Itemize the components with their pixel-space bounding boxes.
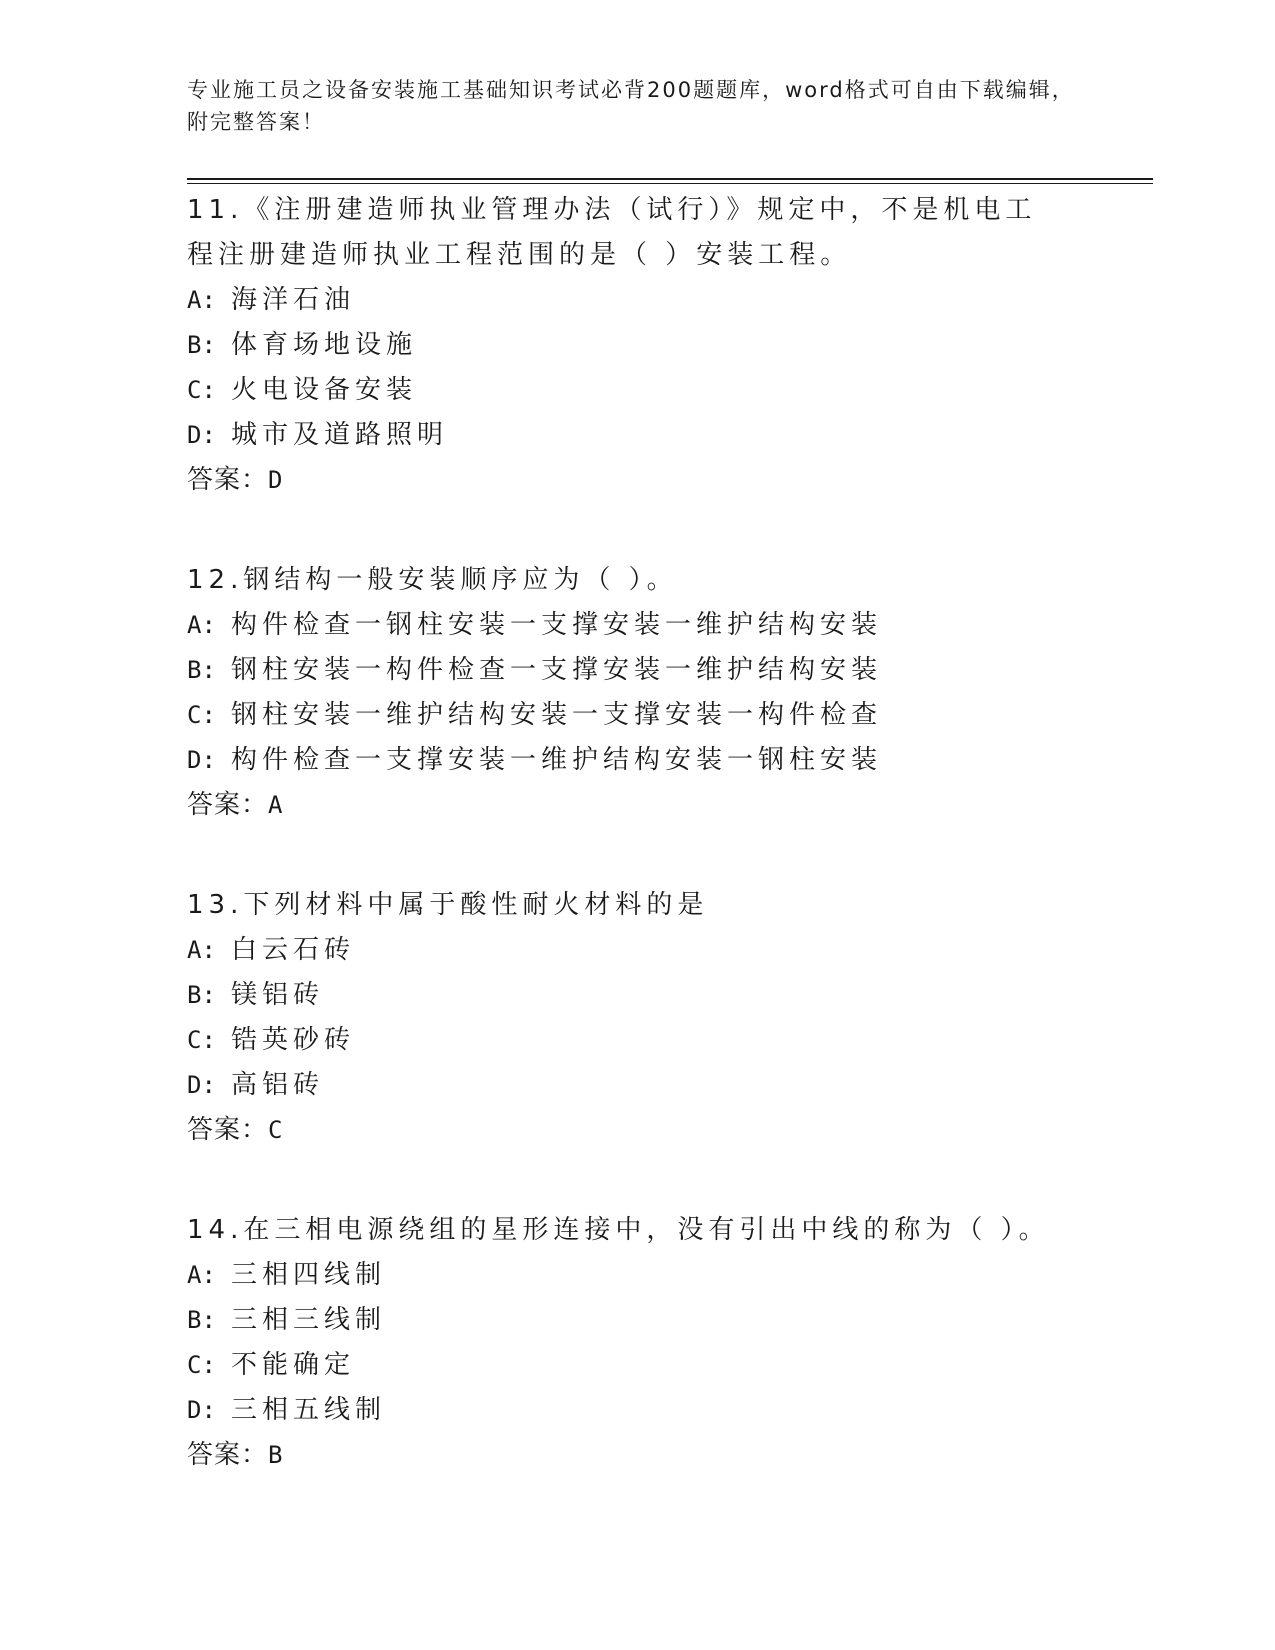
option-text: 钢柱安装一维护结构安装一支撑安装一构件检查 [231,700,883,730]
option-d [187,1388,1147,1433]
option-text: 三相三线制 [231,1305,387,1335]
document-header: 专业施工员之设备安装施工基础知识考试必背200题题库，word格式可自由下载编辑，附完整答案！ [187,78,1075,134]
option-a [187,278,1147,323]
answer-value: B [268,1441,284,1469]
option-letter: A: [187,1261,216,1289]
answer-line [187,458,1147,503]
option-letter: A: [187,286,216,314]
option-b [187,323,1147,368]
option-letter: D: [187,746,216,774]
option-c [187,1343,1147,1388]
option-letter: B: [187,981,216,1009]
answer-line [187,1433,1147,1478]
option-letter: D: [187,1396,216,1424]
option-letter: C: [187,1026,216,1054]
option-text: 三相五线制 [231,1395,387,1425]
option-text: 体育场地设施 [231,330,418,360]
answer-label: 答案： [187,465,269,495]
option-text: 构件检查一钢柱安装一支撑安装一维护结构安装 [231,610,883,640]
option-letter: B: [187,331,216,359]
option-text: 锆英砂砖 [231,1025,356,1055]
option-letter: B: [187,1306,216,1334]
answer-label: 答案： [187,790,269,820]
answer-line [187,783,1147,828]
option-letter: C: [187,1351,216,1379]
option-text: 钢柱安装一构件检查一支撑安装一维护结构安装 [231,655,883,685]
answer-value: C [268,1116,284,1144]
option-c [187,368,1147,413]
option-letter: D: [187,421,216,449]
option-text: 海洋石油 [231,285,356,315]
question-13 [187,883,1147,1153]
option-a [187,603,1147,648]
answer-line [187,1108,1147,1153]
question-14 [187,1208,1147,1478]
answer-value: A [268,791,284,819]
option-text: 镁铝砖 [231,980,325,1010]
option-text: 不能确定 [231,1350,356,1380]
option-letter: B: [187,656,216,684]
question-list [187,188,1147,1533]
option-letter: A: [187,936,216,964]
answer-value: D [268,466,284,494]
option-letter: A: [187,611,216,639]
question-text: 13.下列材料中属于酸性耐火材料的是 [187,890,709,920]
option-b [187,973,1147,1018]
option-a [187,928,1147,973]
header-rule-thin [187,183,1153,184]
option-c [187,693,1147,738]
header-rule-thick [187,178,1153,180]
answer-label: 答案： [187,1440,269,1470]
option-a [187,1253,1147,1298]
option-d [187,738,1147,783]
option-text: 高铝砖 [231,1070,325,1100]
option-b [187,648,1147,693]
option-c [187,1018,1147,1063]
option-d [187,413,1147,458]
option-text: 白云石砖 [231,935,356,965]
question-text: 14.在三相电源绕组的星形连接中，没有引出中线的称为（ ）。 [187,1215,1050,1245]
option-text: 构件检查一支撑安装一维护结构安装一钢柱安装 [231,745,883,775]
option-text: 火电设备安装 [231,375,418,405]
question-12 [187,558,1147,828]
question-text: 12.钢结构一般安装顺序应为（ ）。 [187,565,678,595]
question-11 [187,188,1147,503]
option-letter: C: [187,701,216,729]
question-text: 11.《注册建造师执业管理办法（试行）》规定中，不是机电工程注册建造师执业工程范围的是（ ）安装工程。 [187,195,1037,270]
option-text: 城市及道路照明 [231,420,449,450]
option-letter: C: [187,376,216,404]
option-d [187,1063,1147,1108]
option-text: 三相四线制 [231,1260,387,1290]
option-letter: D: [187,1071,216,1099]
answer-label: 答案： [187,1115,269,1145]
option-b [187,1298,1147,1343]
